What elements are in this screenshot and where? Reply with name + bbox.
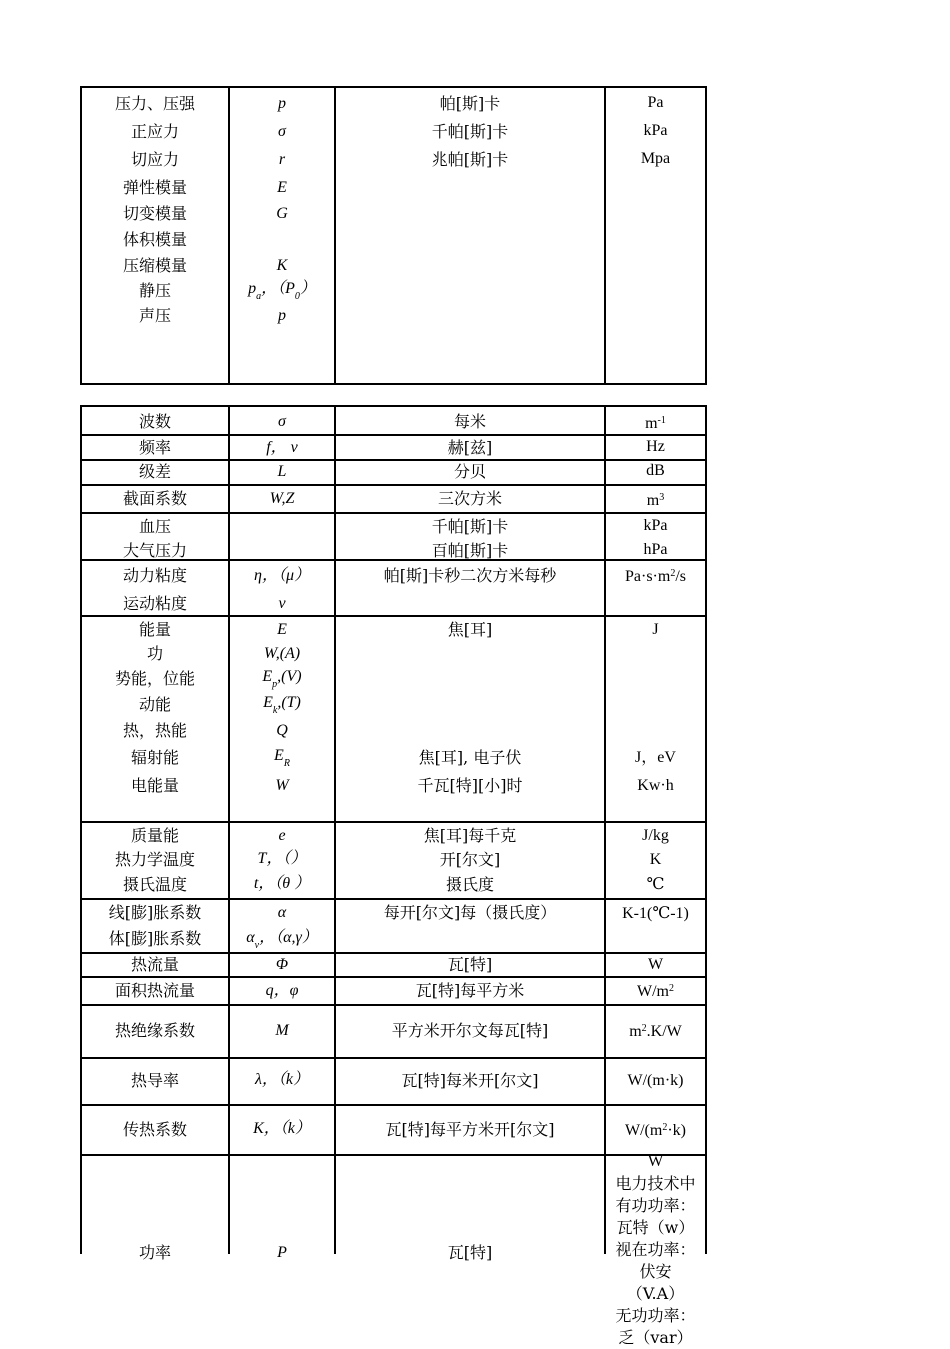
- unit-name: 每米: [453, 412, 486, 431]
- table-row: [81, 1105, 706, 1155]
- unit-name: 焦[耳], 电子伏: [418, 748, 522, 767]
- symbol: Φ: [275, 956, 289, 973]
- symbol: G: [276, 205, 288, 222]
- symbol: f， v: [266, 439, 298, 456]
- symbol: M: [275, 1022, 289, 1039]
- physical-units-table: [80, 405, 707, 1262]
- unit-name: 开[尔文]: [439, 850, 501, 869]
- table-row: [81, 406, 706, 435]
- table-row: [81, 435, 706, 460]
- unit-name: 百帕[斯]卡: [431, 541, 509, 560]
- quantity-name: 大气压力: [122, 541, 187, 560]
- quantity-name: 体[膨]胀系数: [108, 929, 202, 948]
- quantity-name: 摄氏温度: [122, 875, 187, 894]
- unit-note: 无功功率：: [615, 1306, 696, 1325]
- symbol: p: [278, 307, 286, 324]
- unit-name: 分贝: [453, 462, 486, 481]
- quantity-name: 热流量: [130, 955, 179, 974]
- symbol: W: [275, 777, 289, 794]
- unit-symbol: Mpa: [640, 150, 671, 167]
- quantity-name: 电能量: [130, 776, 179, 795]
- unit-name: 三次方米: [437, 489, 502, 508]
- table-row: [81, 822, 706, 899]
- table-row: [81, 953, 706, 977]
- symbol: σ: [278, 413, 286, 430]
- unit-note: 电力技术中: [615, 1174, 696, 1193]
- unit-symbol: $Pa\cdot s\cdot m^2/s$: [625, 568, 686, 585]
- table-row: [81, 899, 706, 953]
- symbol: E: [277, 621, 287, 638]
- unit-name: 焦[耳]每千克: [423, 826, 517, 845]
- symbol: $E_R$: [274, 747, 290, 769]
- unit-name-column: [335, 87, 605, 384]
- unit-symbol: kPa: [643, 122, 668, 139]
- unit-name: 千帕[斯]卡: [431, 122, 509, 141]
- quantity-name: 热绝缘系数: [114, 1021, 195, 1040]
- unit-symbol: Hz: [646, 438, 665, 455]
- table-row: [81, 1005, 706, 1058]
- symbol: $E_k,(T)$: [263, 694, 301, 716]
- unit-name: 瓦[特]每平方米: [415, 981, 525, 1000]
- quantity-name: 热力学温度: [114, 850, 195, 869]
- unit-symbol: $m^3$: [646, 492, 665, 509]
- table-row: [81, 485, 706, 513]
- quantity-name: 声压: [138, 306, 171, 325]
- quantity-name: 血压: [138, 517, 171, 536]
- unit-name: 千瓦[特][小]时: [417, 776, 523, 795]
- quantity-name: 动力粘度: [122, 566, 187, 585]
- unit-name: 帕[斯]卡: [439, 94, 501, 113]
- quantity-name: 压缩模量: [122, 256, 187, 275]
- quantity-name: 切变模量: [122, 204, 187, 223]
- quantity-name: 正应力: [130, 122, 179, 141]
- unit-symbol: hPa: [643, 541, 668, 558]
- unit-symbol: W/(m·k): [627, 1072, 684, 1089]
- unit-symbol-column: [605, 87, 706, 384]
- symbol: r: [278, 151, 286, 168]
- unit-name: 摄氏度: [445, 875, 494, 894]
- symbol: W,(A): [263, 645, 301, 662]
- symbol: α: [277, 904, 287, 921]
- unit-symbol: J/kg: [642, 827, 669, 844]
- quantity-name: 热，热能: [122, 721, 187, 740]
- quantity-name: 体积模量: [122, 230, 187, 249]
- quantity-name: 面积热流量: [114, 981, 195, 1000]
- unit-symbol: $W/m^2$: [637, 983, 674, 1000]
- unit-symbol: J，eV: [635, 749, 676, 766]
- quantity-name: 截面系数: [122, 489, 187, 508]
- unit-symbol: W: [647, 956, 664, 973]
- unit-name: 瓦[特]每米开[尔文]: [401, 1071, 539, 1090]
- unit-name: 帕[斯]卡秒二次方米每秒: [383, 566, 557, 585]
- table-row: [81, 560, 706, 616]
- quantity-name: 压力、压强: [114, 94, 195, 113]
- quantity-name: 能量: [138, 620, 171, 639]
- symbol: η，（μ）: [254, 567, 310, 584]
- pressure-units-table: [80, 86, 707, 385]
- unit-symbol: ℃: [646, 876, 665, 893]
- symbol: e: [278, 827, 286, 844]
- unit-note: 伏安: [639, 1262, 672, 1281]
- table-row: [81, 460, 706, 485]
- symbol: W,Z: [269, 490, 295, 507]
- unit-name: 兆帕[斯]卡: [431, 150, 509, 169]
- quantity-name: 波数: [138, 412, 171, 431]
- table-row: [81, 1058, 706, 1105]
- unit-symbol: K: [649, 851, 662, 868]
- power-unit-notes: [605, 1151, 706, 1349]
- unit-name: 瓦[特]: [447, 1243, 493, 1262]
- unit-name: 每开[尔文]每（摄氏度）: [383, 903, 557, 922]
- unit-symbol: J: [652, 621, 659, 638]
- unit-note: 视在功率：: [615, 1240, 696, 1259]
- table-row: [81, 616, 706, 822]
- unit-symbol: Pa: [647, 94, 664, 111]
- unit-symbol: W: [647, 1153, 664, 1170]
- unit-name: 千帕[斯]卡: [431, 517, 509, 536]
- unit-note: （V.A）: [626, 1284, 685, 1303]
- symbol: $E_p,(V)$: [262, 668, 302, 690]
- symbol: L: [277, 463, 287, 480]
- unit-note: 瓦特（w）: [616, 1218, 695, 1237]
- quantity-name: 辐射能: [130, 748, 179, 767]
- quantity-name: 质量能: [130, 826, 179, 845]
- quantity-name: 弹性模量: [122, 178, 187, 197]
- symbol: v: [278, 595, 286, 612]
- table-row: [81, 513, 706, 560]
- quantity-name: 动能: [138, 695, 171, 714]
- quantity-name: 切应力: [130, 150, 179, 169]
- unit-name: 赫[兹]: [447, 438, 493, 457]
- symbol: E: [277, 179, 287, 196]
- quantity-name: 传热系数: [122, 1120, 187, 1139]
- unit-symbol: K-1(℃-1): [622, 905, 689, 922]
- symbol: λ，（k）: [254, 1071, 310, 1088]
- quantity-name: 静压: [138, 281, 171, 300]
- unit-symbol: kPa: [643, 517, 668, 534]
- quantity-name-column: [81, 87, 229, 384]
- quantity-name: 功率: [138, 1243, 171, 1262]
- quantity-name: 线[膨]胀系数: [108, 903, 202, 922]
- quantity-name: 热导率: [130, 1071, 179, 1090]
- symbol: K: [276, 257, 288, 274]
- unit-symbol: $m^2.K/W$: [629, 1023, 682, 1040]
- symbol: $\alpha_v$，（α,γ）: [246, 929, 318, 951]
- symbol: t，（θ ）: [253, 875, 311, 892]
- unit-name: 平方米开尔文每瓦[特]: [391, 1021, 549, 1040]
- unit-note: 有功功率：: [615, 1196, 696, 1215]
- quantity-name: 频率: [138, 438, 171, 457]
- symbol: $p_a$，$(P_0)$: [248, 280, 316, 302]
- unit-symbol: $m^{-1}$: [645, 415, 666, 432]
- table-row: [81, 977, 706, 1005]
- symbol: q，φ: [265, 982, 299, 999]
- unit-symbol: Kw·h: [637, 777, 674, 794]
- symbol: T，（）: [257, 850, 307, 867]
- quantity-name: 功: [146, 644, 163, 663]
- quantity-name: 势能，位能: [114, 669, 195, 688]
- symbol: p: [278, 95, 286, 112]
- symbol-column: [229, 87, 335, 384]
- unit-name: 焦[耳]: [447, 620, 493, 639]
- quantity-name: 级差: [138, 462, 171, 481]
- unit-name: 瓦[特]每平方米开[尔文]: [385, 1120, 555, 1139]
- symbol: P: [277, 1244, 287, 1261]
- unit-symbol: dB: [646, 462, 665, 479]
- unit-note: 乏（var）: [618, 1328, 693, 1347]
- symbol: σ: [278, 123, 286, 140]
- symbol: Q: [276, 722, 288, 739]
- unit-symbol: $W/(m^2\cdot k)$: [625, 1122, 686, 1139]
- quantity-name: 运动粘度: [122, 594, 187, 613]
- symbol: K，（k）: [253, 1120, 311, 1137]
- unit-name: 瓦[特]: [447, 955, 493, 974]
